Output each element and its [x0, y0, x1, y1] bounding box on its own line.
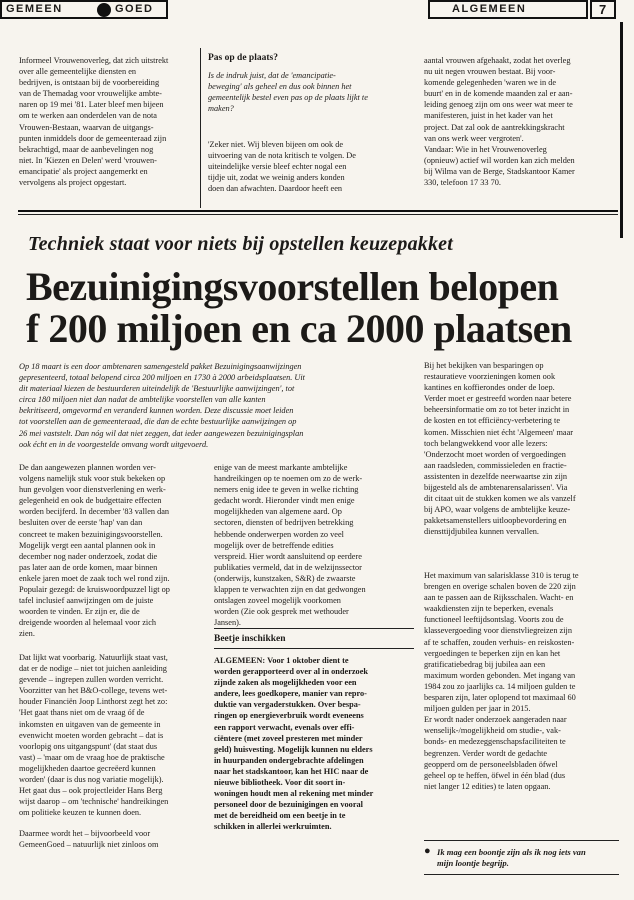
article-col1-paragraph1: De dan aangewezen plannen worden ver- volgens namelijk stuk voor stuk bekeken op hun gevolgen voor dienstverlening en werk- gelegenheid en ook de budgettaire effecten worden becijferd. In december '83 vallen dan besluiten over de eerste 'hap' van dan concreet te maken bezuinigingsvoorstellen. Mogelijk vergt een aantal plannen ook in december nog nader onderzoek, zodat die pas later aan de orde komen, maar binnen enkele jaren moet de zaak toch wel rond zijn. Populair gezegd: de kruiswoordpuzzel ligt op tafel inclusief aanwijzingen om de juiste woorden te vinden. Er zijn er, die de dreigende woorden al helemaal voor zich zien. — [19, 463, 170, 639]
header-title-part2: GOED — [115, 3, 154, 15]
top-col2-question: Is de indruk juist, dat de 'emancipatie- beweging' als geheel en dus ook binnen het gemeentelijk bestel even pas op de plaats lijkt te maken? — [208, 71, 368, 114]
right-margin-bar — [620, 22, 623, 238]
header-title-part1: GEMEEN — [6, 3, 63, 15]
section-label: ALGEMEEN — [452, 3, 527, 15]
article-col2-paragraph1: enige van de meest markante ambtelijke handreikingen op te noemen om zo de werk- nemers enig idee te geven in welke richting gedacht wordt. Hieronder vindt men enige mogelijkheden van algemene aard. Op sectoren, diensten of bedrijven betrekking hebbende onderwerpen worden zo veel mogelijk over de betreffende edities verspreid. Hier wordt aansluitend op eerdere publikaties vermeld, dat in de welzijnssector (onderwijs, kunstzaken, S&R) de zwaarste klappen te verwachten zijn en dat gedwongen ontslagen zoveel mogelijk voorkomen worden (Zie ook gesprek met wethouder Jansen). — [214, 463, 366, 628]
top-section-bottom-rule — [18, 210, 618, 212]
top-col1-text: Informeel Vrouwenoverleg, dat zich uitstrekt over alle gemeentelijke diensten en bedrijven, is ontstaan bij de voorbereiding van de Themadag voor vrouwelijke ambte- naren op 19 mei '81. Later bleef men bijeen om te werken aan onderdelen van de nota Vrouwen-Bestaan, waarvan de uitgangs- punten inmiddels door de gemeenteraad zijn bekrachtigd, maar de aanbevelingen nog niet. In 'Kiezen en Delen' werd 'vrouwen- emancipatie' als project aangemerkt en vervolgens als project opgestart. — [19, 56, 169, 188]
header-left-box — [0, 0, 168, 19]
top-col2-heading: Pas op de plaats? — [208, 53, 278, 63]
gemeengoed-logo-icon — [97, 3, 111, 17]
page-number-box — [590, 0, 616, 19]
top-col-divider-1 — [200, 48, 201, 208]
article-headline-line2: f 200 miljoen en ca 2000 plaatsen — [26, 306, 572, 351]
article-col3-paragraph2: Het maximum van salarisklasse 310 is terug te brengen en overige schalen boven de 220 zijn aan te passen aan de Rijksschalen. Wacht- en waakdiensten zijn te beperken, evenals functioneel leeftijdsontslag. Voorts zou de klassevergoeding voor dienstvliegreizen zijn af te schaffen, zouden verhuis- en reiskosten- vergoedingen te beperken zijn en kan het gratificatiebedrag bij jubilea aan een maximum worden gebonden. Met ingang van 1984 zou zo jaarlijks ca. 14 miljoen gulden te besparen zijn, later oplopend tot maximaal 60 miljoen gulden per jaar in 2015. Er wordt nader onderzoek aangeraden naar wenselijk-/mogelijkheid om studie-, vak- bonds- en medezeggenschapsfaciliteiten te begrenzen. Verder wordt de gedachte geopperd om de personeelsbladen öfwel geheel op te heffen, öfwel in één blad (dus niet langer 12 edities) te laten opgaan. — [424, 571, 579, 791]
pull-quote-bottom-rule — [424, 874, 619, 875]
pull-quote-bullet-icon: ● — [424, 845, 431, 857]
col2-subhead-rule-bottom — [214, 648, 414, 649]
article-headline-line1: Bezuinigingsvoorstellen belopen — [26, 264, 559, 309]
top-section-bottom-rule-thin — [18, 214, 618, 215]
top-col3-text: aantal vrouwen afgehaakt, zodat het overleg nu uit negen vrouwen bestaat. Bij voor- komende gelegenheden 'waren we in de buurt' en in de komende maanden zal er aan- leiding genoeg zijn om ons weer wat meer te manifesteren, juist in het kader van het project. Dat zal ook de aantrekkingskracht van ons werk weer vergroten'. Vandaar: Wie in het Vrouwenoverleg (opnieuw) actief wil worden kan zich melden bij Wilma van de Berge, Stadskantoor Kamer 330, telefoon 17 33 70. — [424, 56, 575, 188]
col2-subhead-rule — [214, 628, 414, 629]
top-col2-answer: 'Zeker niet. Wij bleven bijeen om ook de uitvoering van de nota kritisch te volgen. De uiteindelijke versie bleef echter nogal een tijdje uit, zodat we weinig anders konden doen dan afwachten. Daardoor heeft een — [208, 140, 356, 194]
article-col3-paragraph1: Bij het bekijken van besparingen op restauratieve voorzieningen komen ook kantines en koffierondes onder de loep. Verder moet er gestreefd worden naar betere beheersinformatie om zo tot beter inzicht in de kosten en tot efficiëncy-verbetering te komen. Misschien niet écht 'Algemeen' maar toch belangwekkend voor alle lezers: 'Onderzocht moet worden of vergoedingen aan raadsleden, commissieleden en fractie- assistenten in dezelfde neerwaartse zin zijn bijgesteld als de ambtenarensalarissen'. Via dit citaat uit de stukken komen we als vanzelf bij APO, waar volgens de ambtelijke keuze- pakketsamenstellers uitloopbevordering en diensttijdjubilea kunnen vervallen. — [424, 361, 576, 537]
article-col2-subhead: Beetje inschikken — [214, 634, 286, 644]
pull-quote: Ik mag een boontje zijn als ik nog iets van mijn loontje begrijp. — [437, 847, 586, 869]
article-col1-paragraph3: Daarmee wordt het – bijvoorbeeld voor GemeenGoed – natuurlijk niet zinloos om — [19, 829, 159, 850]
article-col2-bold-paragraph: ALGEMEEN: Voor 1 oktober dient te worden gerapporteerd over al in onderzoek zijnde zaken als mogelijkheden voor een andere, lees goedkopere, manier van repro- duktie van vergaderstukken. Over bespa- ringen op energieverbruik wordt eveneens een rapport verwacht, evenals over effi- ciëntere (met zoveel presteren met minder geld) huisvesting. Mogelijk kunnen nu elders in huurpanden ondergebrachte afdelingen naar het stadskantoor, kan het HIC naar de nieuwe bibliotheek. Voor dit soort in- woningen houdt men al rekening met minder personeel door de bezuinigingen en vooral met de bereidheid om een beetje in te schikken in allerlei werkruimten. — [214, 656, 374, 832]
pull-quote-top-rule — [424, 840, 619, 841]
article-kicker: Techniek staat voor niets bij opstellen keuzepakket — [28, 233, 454, 255]
article-intro: Op 18 maart is een door ambtenaren samengesteld pakket Bezuinigingsaanwijzingen gepresenteerd, totaal belopend circa 200 miljoen en 1730 à 2000 arbeidsplaatsen. Uit dit materiaal kiezen de bestuurderen uiteindelijk de 'Bestuurlijke aanwijzingen', tot circa 180 miljoen niet dan nadat de ambtelijke voorstellen van alle kanten bekritiseerd, omgevormd en veranderd kunnen worden. Deze discussie moet leiden tot voorstellen aan de gemeenteraad, die dan de echte bestuurlijke aanwijzingen op 26 mei vaststelt. Dan nóg wil dat niet zeggen, dat ieder aangewezen bezuinigingsplan ook écht en in de voorgestelde omvang wordt uitgevoerd. — [19, 362, 305, 449]
page-number: 7 — [599, 2, 607, 17]
article-col1-paragraph2: Dat lijkt wat voorbarig. Natuurlijk staat vast, dat er de nodige – niet tot juichen aanleiding gevende – ingrepen zullen worden verricht. Voorzitter van het B&O-college, tevens wet- houder Financiën Joop Linthorst zegt het zo: 'Het gaat thans niet om de vraag óf de inkomsten en uitgaven van de gemeente in evenwicht moeten worden gebracht – dat is voorlopig ons uitgangspunt' (dat staat dus vast) – 'maar om de vraag hoe de praktische mogelijkheden daartoe gecreëerd kunnen worden' (daar is dus nog variatie mogelijk). Het gaat dus – ook projectleider Hans Berg wijst daarop – om 'technische' handreikingen om politieke keuzen te kunnen doen. — [19, 653, 169, 818]
header-section-box — [428, 0, 588, 19]
